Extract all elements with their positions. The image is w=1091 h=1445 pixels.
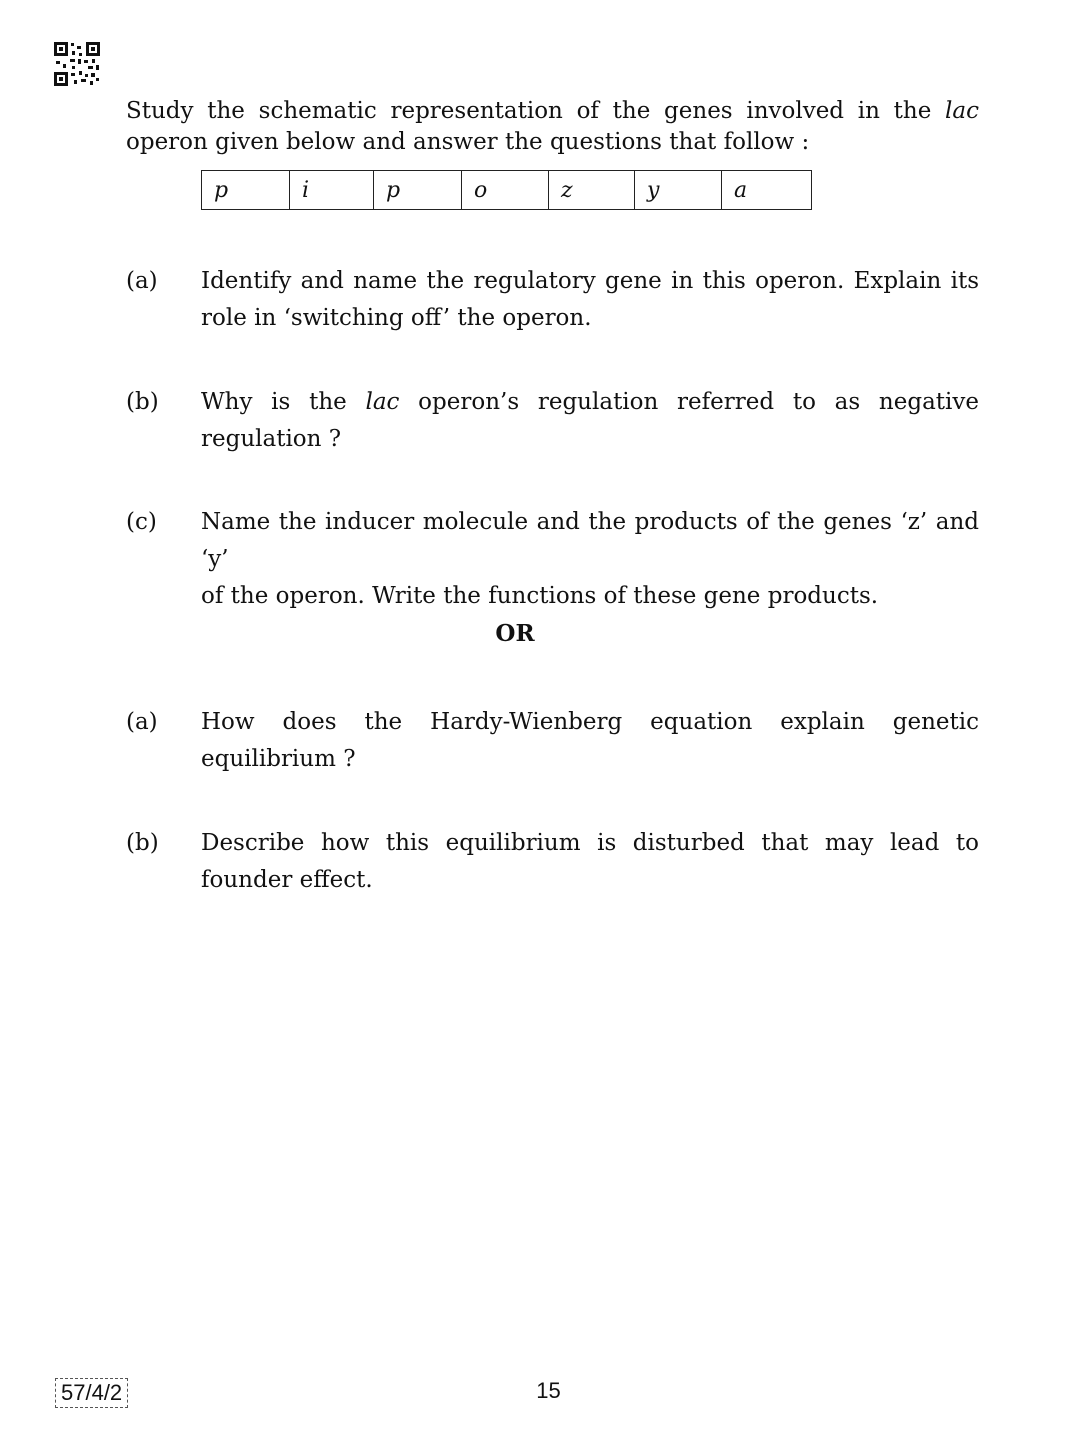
or-divider: OR — [495, 620, 535, 647]
subquestion-text: Describe how this equilibrium is disturbed that may lead to — [201, 830, 979, 856]
subquestion-text: role in ‘switching off’ the operon. — [201, 305, 592, 331]
subquestion-text: operon’s regulation referred to as negative — [399, 389, 979, 415]
lac-operon-gene-table — [201, 170, 812, 210]
subquestion-label: (b) — [126, 389, 159, 415]
gene-cell: i — [290, 171, 374, 210]
paper-code-box: 57/4/2 — [55, 1378, 128, 1408]
subquestion-label: (b) — [126, 830, 159, 856]
qr-code-icon — [54, 42, 100, 86]
intro-text-1: Study the schematic representation of the genes involved in the — [126, 98, 946, 124]
subquestion-label: (a) — [126, 268, 158, 294]
page-number: 15 — [536, 1378, 561, 1403]
subquestion-1a — [126, 263, 979, 337]
intro-text-2: operon given below and answer the questions that follow : — [126, 129, 810, 155]
subquestion-text: Name the inducer molecule and the products of the genes ‘z’ and ‘y’ — [201, 509, 979, 572]
gene-cell: a — [722, 171, 812, 210]
subquestion-text: How does the Hardy-Wienberg equation explain genetic — [201, 709, 979, 735]
gene-cell: o — [462, 171, 549, 210]
subquestion-text: Identify and name the regulatory gene in this operon. Explain its — [201, 268, 979, 294]
subquestion-2b — [126, 825, 979, 899]
subquestion-text: of the operon. Write the functions of these gene products. — [201, 583, 879, 609]
subquestion-text: Why is the — [201, 389, 366, 415]
subquestion-text: equilibrium ? — [201, 746, 356, 772]
subquestion-1b — [126, 384, 979, 458]
intro-lac-term: lac — [945, 98, 979, 124]
subquestion-1c — [126, 504, 979, 615]
question-intro — [126, 96, 979, 158]
gene-cell: y — [635, 171, 722, 210]
gene-cell: p — [374, 171, 462, 210]
subquestion-label: (a) — [126, 709, 158, 735]
subquestion-2a — [126, 704, 979, 778]
gene-row — [202, 171, 812, 210]
subquestion-text: founder effect. — [201, 867, 373, 893]
subquestion-label: (c) — [126, 509, 157, 535]
lac-term: lac — [365, 389, 400, 415]
gene-cell: z — [549, 171, 635, 210]
subquestion-text: regulation ? — [201, 426, 342, 452]
gene-cell: p — [202, 171, 290, 210]
